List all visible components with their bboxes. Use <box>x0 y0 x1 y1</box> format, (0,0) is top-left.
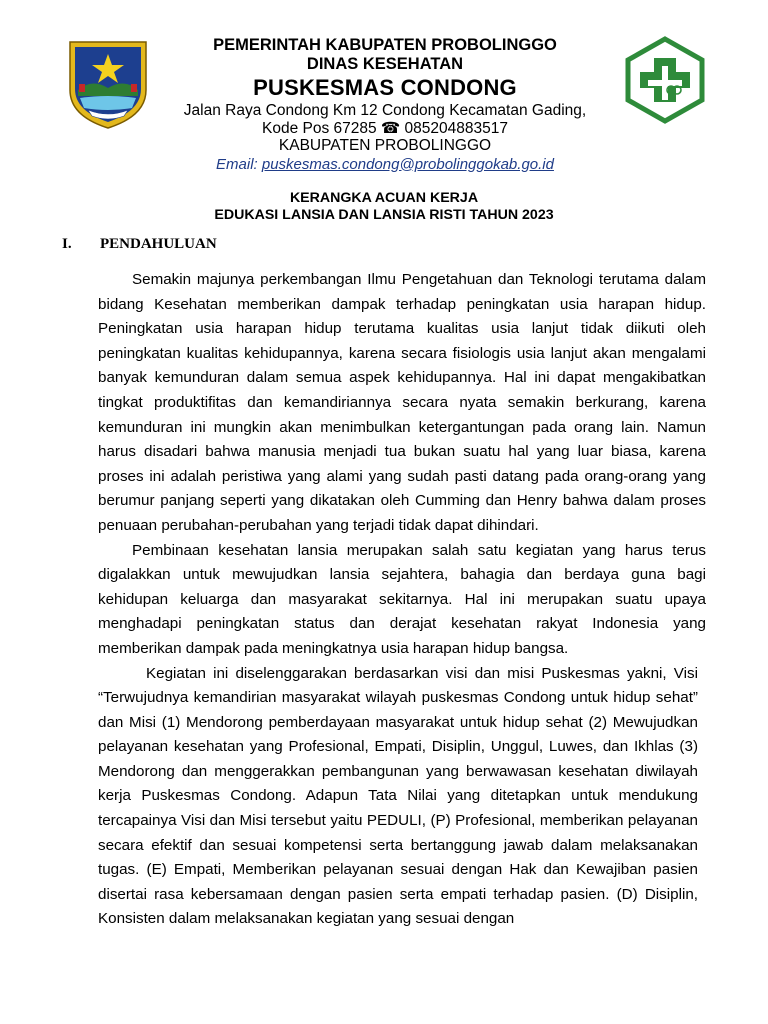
section-title: PENDAHULUAN <box>100 236 217 252</box>
email-label: Email: <box>216 155 258 173</box>
government-name: PEMERINTAH KABUPATEN PROBOLINGGO <box>213 36 557 54</box>
letterhead <box>160 36 610 174</box>
kabupaten-emblem-icon <box>66 38 150 130</box>
paragraph-3: Kegiatan ini diselenggarakan berdasarkan visi dan misi Puskesmas yakni, Visi “Terwujudnya kemandirian masyarakat wilayah puskesmas Condong untuk hidup sehat” dan Misi (1) Mendorong pemberdayaan masyarakat untuk hidup sehat (2) Mewujudkan pelayanan kesehatan yang Profesional, Empati, Disiplin, Unggul, Luwes, dan Ikhlas (3) Mendorong dan menggerakkan pembangunan yang berwawasan kesehatan diwilayah kerja Puskesmas Condong. Adapun Tata Nilai yang ditetapkan untuk mendukung tercapainya Visi dan Misi tersebut yaitu PEDULI, (P) Profesional, memberikan pelayanan secara efektif dan sesuai kompetensi serta bertanggung jawab dalam melaksanakan tugas. (E) Empati, Memberikan pelayanan sesuai dengan Hak dan Kewajiban pasien disertai rasa kebersamaan dengan pasien serta empati terhadap pasien. (D) Disiplin, Konsisten dalam melaksanakan kegiatan yang sesuai dengan <box>98 664 698 928</box>
email-line <box>160 155 610 174</box>
document-title-line2: EDUKASI LANSIA DAN LANSIA RISTI TAHUN 2023 <box>214 207 554 223</box>
institution-name: PUSKESMAS CONDONG <box>253 75 517 100</box>
section-number: I. <box>62 236 72 252</box>
document-title <box>100 190 668 224</box>
email-link[interactable]: puskesmas.condong@probolinggokab.go.id <box>261 155 554 173</box>
postal-phone-line: Kode Pos 67285 ☎ 085204883517 <box>262 119 508 137</box>
paragraph-1: Semakin majunya perkembangan Ilmu Pengetahuan dan Teknologi terutama dalam bidang Kesehatan memberikan dampak terhadap peningkatan usia harapan hidup. Peningkatan usia harapan hidup terutama kualitas usia lanjut tidak diikuti oleh peningkatan kualitas kehidupannya, karena secara fisiologis usia lanjut akan mengalami banyak kemunduran dalam semua aspek kehidupannya. Hal ini dapat mengakibatkan tingkat produktifitas dan kemandiriannya secara nyata semakin berkurang, karena kemunduran ini mungkin akan menimbulkan ketergantungan pada orang lain. Namun harus disadari bahwa manusia menjadi tua bukan suatu hal yang luar biasa, karena proses ini adalah peristiwa yang alami yang sudah pasti datang pada orang-orang yang berumur panjang seperti yang dikatakan oleh Cumming dan Henry bahwa dalam proses penuaan perubahan-perubahan yang terjadi tidak dapat dihindari. <box>98 271 706 534</box>
address-line: Jalan Raya Condong Km 12 Condong Kecamatan Gading, <box>183 102 587 119</box>
paragraph-2: Pembinaan kesehatan lansia merupakan salah satu kegiatan yang harus terus digalakkan untuk mewujudkan lansia sejahtera, bahagia dan berdaya guna bagi kehidupan keluarga dan masyarakat sekitarnya. Hal ini merupakan suatu upaya menghadapi peningkatan status dan derajat kesehatan rakyat Indonesia yang memberikan dampak pada meningkatnya usia harapan hidup bangsa. <box>98 541 706 657</box>
section-heading <box>62 236 217 253</box>
body-text <box>98 268 706 932</box>
regency-line: KABUPATEN PROBOLINGGO <box>278 137 492 154</box>
puskesmas-logo-icon <box>624 36 706 124</box>
document-title-line1: KERANGKA ACUAN KERJA <box>289 190 479 206</box>
department-name: DINAS KESEHATAN <box>306 55 464 73</box>
